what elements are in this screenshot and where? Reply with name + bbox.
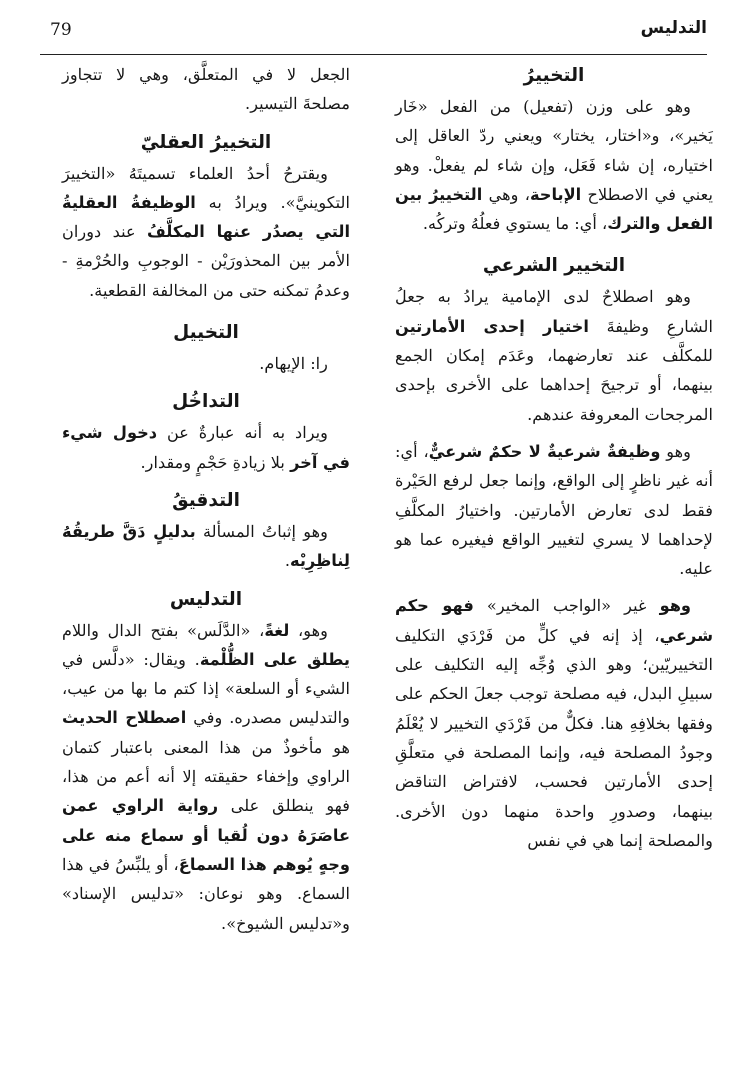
- entry-paragraph: را: الإيهام.: [259, 354, 328, 374]
- entry-title: التخيير الشرعي: [482, 255, 626, 277]
- entry-title: التدقيقُ: [172, 489, 240, 511]
- entry-title: التخييرُ: [523, 65, 585, 86]
- entry-paragraph: وهو، لغةً، «الدَّلَس» بفتح الدال واللام يطلق على الظُّلْمة. ويقال: «دلَّس في الشيء أو السلعة» إذا كتم ما بها من عيب، والتدليس مصدره. وفي اصطلاح الحديث هو مأخوذٌ من هذا المعنى باعتبار كتمان الراوي وإخفاء حقيقته إلا أنه أعم من هذا، فهو ينطلق على رواية الراوي عمن عاصَرَهُ دون لُقيا أو سماع منه على وجهٍ يُوهم هذا السماعَ، أو يلبِّسُ في هذا السماع. وهو نوعان: «تدليس الإسناد» و«تدليس الشيوخ».: [62, 620, 350, 933]
- entry-paragraph: ويراد به أنه عبارةٌ عن دخول شيء في آخر بلا زيادةِ حَجْمٍ ومقدار.: [62, 423, 350, 472]
- entry-paragraph: ويقترحُ أحدُ العلماء تسميتَهُ «التخييرَ التكوينيَّ». ويرادُ به الوظيفةُ العقليةُ التي يصدُر عنها المكلَّفُ عند دوران الأمر بين المحذورَيْن - الوجوبِ والحُرْمةِ - وعدمُ تمكنه حتى من المخالفة القطعية.: [62, 163, 350, 300]
- entry-title: التداخُل: [172, 391, 240, 413]
- entry-paragraph: وهو اصطلاحٌ لدى الإمامية يرادُ به جعلُ الشارعِ وظيفةَ اختيار إحدى الأمارتين للمكلَّف عند تعارضهما، وعَدَم إمكان الجمع بينهما، أو ترجيحَ إحداهما على الأخرى بإحدى المرجحات المعروفة عندهم.: [395, 287, 713, 424]
- page-header: [40, 14, 707, 55]
- entry-paragraph: وهو غير «الواجب المخير» فهو حكم شرعي، إذ إنه في كلٍّ من فَرْدَي التكليف التخييريّين؛ وهو الذي وُجِّه إليه التكليف على سبيلِ البدل، فيه مصلحة توجب جعلَ الحكم على وفقها بخلافِهِ هنا. فكلٌّ من فَرْدَي التخيير لا يُعْلَمُ وجودُ المصلحة فيه، وإنما المصلحة في متعلَّقِ إحدى الأمارتين فحسب، لافتراض التناقض بينهما، وصدورِ واحدة منهما دون الأخرى. والمصلحة إنما هي في نفس: [395, 596, 713, 850]
- running-title: التدليس: [640, 18, 707, 38]
- left-column: [62, 60, 350, 938]
- right-column: [395, 60, 713, 855]
- entry-title: التدليس: [169, 588, 243, 610]
- entry-paragraph: وهو إثباتُ المسألة بدليلٍ دَقَّ طريقُهُ لِناظِرِيْه.: [62, 521, 350, 571]
- entry-title: التخييرُ العقليّ: [140, 131, 272, 153]
- entry-paragraph: وهو وظيفةٌ شرعيةٌ لا حكمٌ شرعيٌّ، أي: أنه غير ناظرٍ إلى الواقع، وإنما جعل لرفع الحَيْرة فقط لدى تعارض الأمارتين. واختيارُ المكلَّفِ لإحداهما لا يسري لتغيير الواقع فيغيره عما هو عليه.: [395, 441, 713, 579]
- entry-title: التخييل: [173, 322, 239, 344]
- page-number: 79: [50, 20, 72, 40]
- entry-paragraph: وهو على وزن (تفعيل) من الفعل «خَار يَخير»، و«اختار، يختار» ويعني ردّ العاقل إلى اختياره، إن شاء فَعَل، وإن شاء لم يفعلْ. وهو يعني في الاصطلاح الإباحة، وهي التخييرُ بين الفعل والترك، أي: ما يستوي فعلُهُ وتركُه.: [395, 97, 713, 234]
- entry-paragraph: الجعل لا في المتعلَّق، وهي لا تتجاوز مصلحةَ التيسير.: [62, 65, 350, 114]
